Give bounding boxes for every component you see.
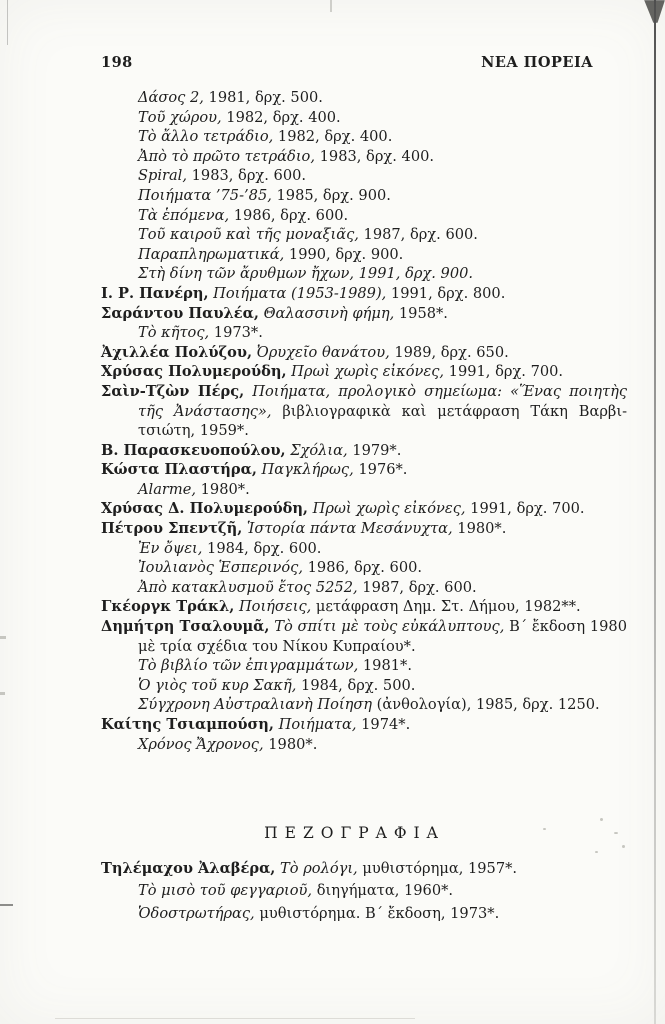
work-title: Πρωὶ χωρὶς εἰκόνες, [286,363,445,381]
bibliography-line [101,715,627,735]
running-head [101,54,593,71]
bibliography-line [101,362,627,382]
work-title: Ἀπὸ τὸ πρῶτο τετράδιο, [138,147,315,165]
publication-info: 1974*. [356,716,411,733]
work-title: Ποιήσεις, [234,598,312,616]
work-title: Θαλασσινὴ φήμη, [258,304,395,322]
publication-info: μυθιστόρημα. Β΄ ἔκδοση, 1973*. [254,904,500,922]
work-title: Δάσος 2, [138,89,204,106]
bibliography-line [101,323,627,343]
author-name: Σαράντου Παυλέα, [101,304,259,322]
work-title: Παραπληρωματικά, [138,245,285,263]
scan-speck [595,851,598,853]
publication-info: (ἀνθολογία), 1985, δρχ. 1250. [372,696,600,714]
running-title: ΝΕΑ ΠΟΡΕΙΑ [481,54,593,71]
scan-speck [600,818,603,821]
publication-info: 1979*. [347,441,402,459]
bibliography-line [101,206,627,226]
work-title: Ποιήματα ’75-’85, [138,186,272,204]
publication-info: 1982, δρχ. 400. [221,108,341,126]
scan-speck [0,692,5,695]
bibliography-line [101,617,627,637]
work-title: Πρωὶ χωρὶς εἰκόνες, [308,500,466,518]
author-name: Ἀχιλλέα Πολύζου, [101,343,253,361]
prose-bibliography-list [101,858,627,925]
publication-info: τσιώτη, 1959*. [138,422,249,440]
publication-info: 1987, δρχ. 600. [358,226,478,244]
work-title: Ὁ γιὸς τοῦ κυρ Σακῆ, [138,676,297,694]
publication-info: 1983, δρχ. 600. [187,167,307,185]
work-title: Παγκλήρως, [256,461,354,479]
bibliography-line [101,186,627,206]
bibliography-line [101,480,627,500]
publication-info: 1958*. [394,304,448,322]
publication-info: 1991, δρχ. 700. [444,363,564,381]
author-name: Χρύσας Δ. Πολυμερούδη, [101,500,309,518]
publication-info: 1990, δρχ. 900. [284,245,404,263]
publication-info: 1991, δρχ. 700. [465,500,585,518]
publication-info: 1987, δρχ. 600. [357,578,477,596]
bibliography-line [101,225,627,245]
page-edge-line [654,0,656,1024]
author-name: Πέτρου Σπεντζῆ, [101,520,243,538]
bibliography-line [101,460,627,480]
author-name: Καίτης Τσιαμπούση, [101,716,274,733]
bibliography-line [101,127,627,147]
publication-info: 1989, δρχ. 650. [389,343,509,361]
bibliography-line [101,166,627,186]
bibliography-line [101,597,627,617]
publication-info: μετάφραση Δημ. Στ. Δήμου, 1982**. [311,598,581,616]
publication-info: βιβλιογραφικὰ καὶ μετάφραση Τάκη Βαρβι- [271,402,627,420]
scan-speck [622,845,625,848]
scan-speck [0,636,6,639]
work-title: Τοῦ χώρου, [138,108,222,126]
work-title: Τὸ μισὸ τοῦ φεγγαριοῦ, [138,882,313,900]
work-title: Ποιήματα, προλογικὸ σημείωμα: «Ἕνας ποιητὴς [244,382,627,400]
page-number: 198 [101,54,133,71]
bibliography-line [101,558,627,578]
bibliography-line [101,656,627,676]
scan-artifact [55,1018,415,1019]
author-name: Β. Παρασκευοπούλου, [101,441,286,459]
work-title: Ὁδοστρωτήρας, [138,904,255,922]
work-title: Ὀρυχεῖο θανάτου, [252,343,390,361]
work-title: τῆς Ἀνάστασης», [138,402,272,420]
publication-info: 1991, δρχ. 800. [386,284,506,302]
bibliography-line [101,695,627,715]
bibliography-line [101,108,627,128]
work-title: Στὴ δίνη τῶν ἄρυθμων ἤχων, 1991, δρχ. 900. [138,265,474,283]
bibliography-line [101,343,627,363]
publication-info: μυθιστόρημα, 1957*. [357,860,518,877]
page-edge-shadow-wedge [636,0,665,23]
work-title: Spiral, [138,167,187,185]
bibliography-line [101,304,627,324]
bibliography-line [101,245,627,265]
bibliography-line [101,382,627,402]
publication-info: 1980*. [452,520,507,538]
publication-info: 1982, δρχ. 400. [273,128,393,146]
work-title: Τοῦ καιροῦ καὶ τῆς μοναξιᾶς, [138,226,359,244]
publication-info: Β΄ ἔκδοση 1980 [504,618,627,636]
publication-info: 1984, δρχ. 600. [202,539,322,557]
publication-info: 1981, δρχ. 500. [203,89,323,106]
author-name: Ι. Ρ. Πανέρη, [101,284,209,302]
publication-info: 1980*. [196,480,250,498]
publication-info: 1976*. [353,461,408,479]
bibliography-line [101,578,627,598]
bibliography-line [101,284,627,304]
bibliography-line [101,147,627,167]
publication-info: 1986, δρχ. 600. [229,206,349,224]
work-title: Alarme, [138,480,196,498]
bibliography-line [101,676,627,696]
work-title: Ἰουλιανὸς Ἑσπερινός, [138,559,303,577]
author-name: Δημήτρη Τσαλουμᾶ, [101,618,270,636]
bibliography-line [101,539,627,559]
work-title: Τὸ βιβλίο τῶν ἐπιγραμμάτων, [138,657,359,675]
author-name: Σαὶν-Τζὼν Πέρς, [101,382,245,400]
scan-speck [614,832,618,834]
scan-artifact [0,904,13,906]
bibliography-line [101,499,627,519]
work-title: Ποιήματα (1953-1989), [208,284,387,302]
work-title: Τὸ κῆτος, [138,324,210,342]
publication-info: 1984, δρχ. 500. [296,676,416,694]
bibliography-line [101,441,627,461]
work-title: Τὸ ρολόγι, [275,860,358,877]
publication-info: 1983, δρχ. 400. [314,147,435,165]
author-name: Κώστα Πλαστήρα, [101,461,257,479]
bibliography-line [101,264,627,284]
work-title: Ἀπὸ κατακλυσμοῦ ἔτος 5252, [138,578,358,596]
author-name: Γκέοργκ Τράκλ, [101,598,235,616]
author-name: Τηλέμαχου Ἀλαβέρα, [101,860,276,877]
publication-info: 1973*. [209,324,263,342]
work-title: Σχόλια, [285,441,348,459]
work-title: Τὸ σπίτι μὲ τοὺς εὐκάλυπτους, [269,618,505,636]
poetry-bibliography-list [101,88,627,754]
bibliography-line [101,880,627,902]
publication-info: 1981*. [358,657,412,675]
work-title: Σύγχρονη Αὐστραλιανὴ Ποίηση [138,696,373,714]
work-title: Ἐν ὄψει, [138,539,203,557]
publication-info: 1980*. [263,735,318,753]
bibliography-line [101,637,627,657]
bibliography-line [101,421,627,441]
work-title: Ἱστορία πάντα Μεσάνυχτα, [242,520,453,538]
publication-info: διηγήματα, 1960*. [312,882,454,900]
bibliography-line [101,519,627,539]
work-title: Χρόνος Ἄχρονος, [138,735,264,753]
bibliography-line [101,88,627,108]
bibliography-line [101,858,627,880]
bibliography-line [101,735,627,755]
scan-artifact [7,0,8,45]
section-heading: ΠΕΖΟΓΡΑΦΙΑ [264,824,445,842]
scan-artifact [330,0,332,12]
work-title: Τὰ ἑπόμενα, [138,206,230,224]
publication-info: 1986, δρχ. 600. [303,559,423,577]
bibliography-line [101,903,627,925]
bibliography-line [101,402,627,422]
publication-info: 1985, δρχ. 900. [271,186,391,204]
author-name: Χρύσας Πολυμερούδη, [101,363,287,381]
work-title: Ποιήματα, [273,716,357,733]
work-title: Τὸ ἄλλο τετράδιο, [138,128,274,146]
publication-info: μὲ τρία σχέδια του Νίκου Κυπραίου*. [138,637,416,655]
